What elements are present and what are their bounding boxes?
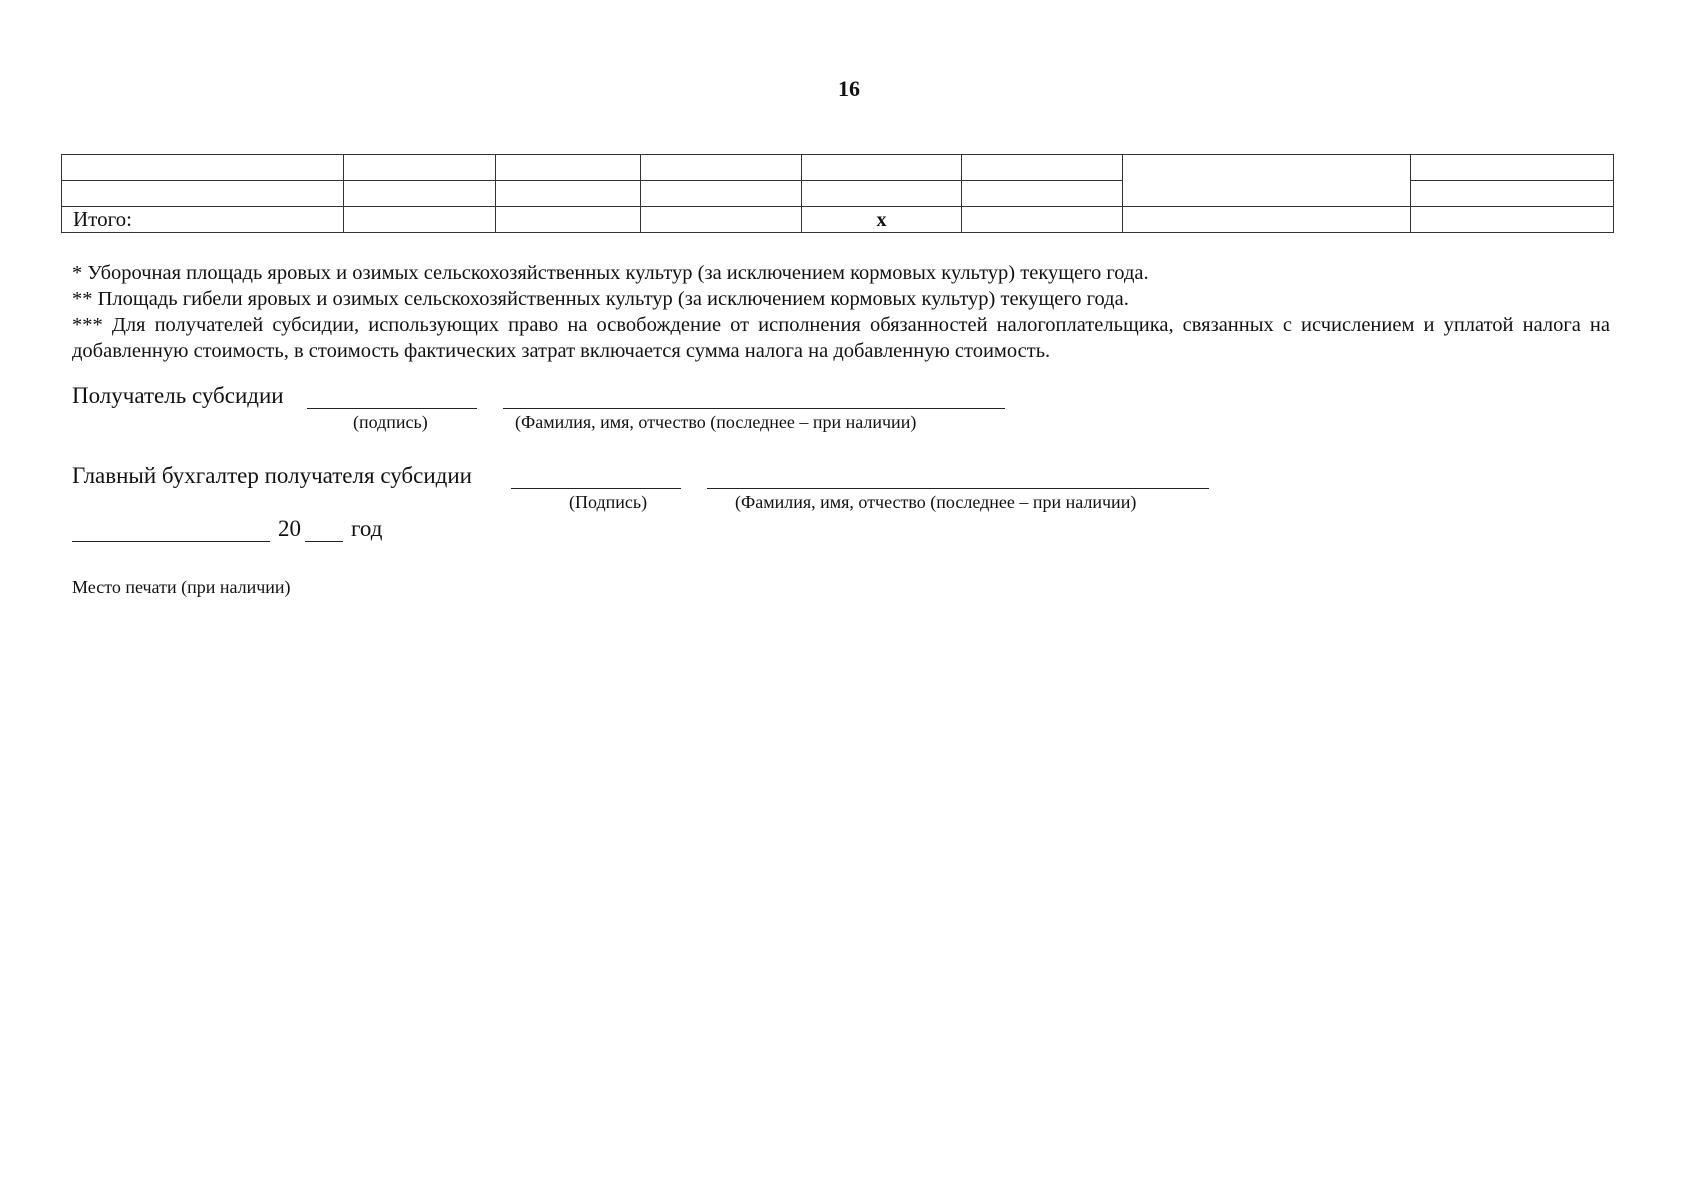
table-cell [1411,207,1614,233]
recipient-name-blank [503,383,1005,409]
total-row [62,207,1614,233]
footnotes [72,260,1610,364]
table-cell-merged [1123,155,1411,207]
table-cell [62,181,344,207]
year-suffix: год [351,516,383,541]
year-blank [305,517,343,542]
total-label: Итого: [62,207,344,233]
accountant-signature-blank [511,463,681,489]
data-table [61,154,1614,233]
table-cell [962,181,1123,207]
table-cell [641,207,802,233]
accountant-name-caption: (Фамилия, имя, отчество (последнее – при наличии) [735,492,1137,512]
table-cell [344,155,496,181]
page-number: 16 [838,76,860,101]
table-cell [496,207,641,233]
footnote-2: ** Площадь гибели яровых и озимых сельскохозяйственных культур (за исключением кормовых культур) текущего года. [72,288,1129,310]
table-cell [344,181,496,207]
recipient-signature-caption: (подпись) [353,412,428,432]
table-cell [496,181,641,207]
footnote-3: *** Для получателей субсидии, использующих право на освобождение от исполнения обязанностей налогоплательщика, связанных с исчислением и уплатой налога на добавленную стоимость, в стоимость фактических затрат включается сумма налога на добавленную стоимость. [72,314,1610,362]
table-cell [344,207,496,233]
table-cell [962,155,1123,181]
table-cell [962,207,1123,233]
table-cell [802,155,962,181]
stamp-label: Место печати (при наличии) [72,577,291,597]
table-cell [496,155,641,181]
footnote-1: * Уборочная площадь яровых и озимых сельскохозяйственных культур (за исключением кормовых культур) текущего года. [72,262,1149,284]
table-cell [641,181,802,207]
table-cell [1123,207,1411,233]
accountant-signature-caption: (Подпись) [569,492,648,512]
table-cell [802,181,962,207]
recipient-label: Получатель субсидии [72,383,284,408]
table-cell [62,155,344,181]
table-cell [641,155,802,181]
table-cell [1411,155,1614,181]
recipient-name-caption: (Фамилия, имя, отчество (последнее – при наличии) [515,412,917,432]
x-mark: x [802,207,962,233]
accountant-name-blank [707,463,1209,489]
table-row [62,155,1614,181]
year-prefix: 20 [278,516,301,541]
recipient-signature-blank [307,383,477,409]
accountant-label: Главный бухгалтер получателя субсидии [72,463,472,488]
table-cell [1411,181,1614,207]
date-blank [72,517,270,542]
